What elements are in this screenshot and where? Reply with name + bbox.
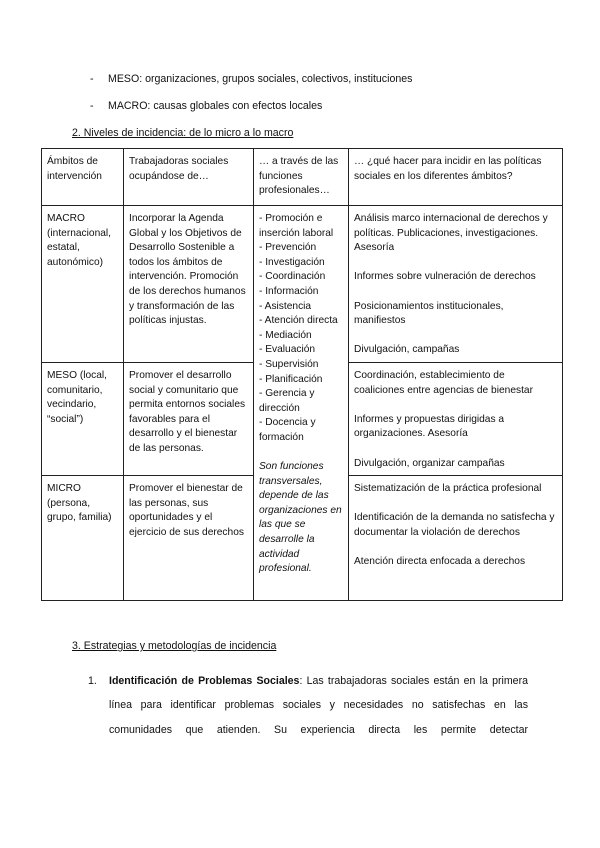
list-item-body <box>109 669 528 742</box>
accion-item: Informes y propuestas dirigidas a organizaciones. Asesoría <box>354 413 505 440</box>
cell-ambito-macro: MACRO (internacional, estatal, autonómico) <box>42 206 124 363</box>
funcion-item: - Información <box>259 285 319 297</box>
accion-item: Posicionamientos institucionales, manifiestos <box>354 300 504 327</box>
bullet-marker: - <box>90 100 94 112</box>
cell-ocupandose-macro: Incorporar la Agenda Global y los Objetivos de Desarrollo Sostenible a todos los ámbitos de intervención. Promoción de los derechos humanos y transformación de las políticas injustas. <box>124 206 254 363</box>
accion-item: Atención directa enfocada a derechos <box>354 556 526 568</box>
item-title: Identificación de Problemas Sociales <box>109 675 300 687</box>
funcion-item: - Promoción e inserción laboral <box>259 213 334 239</box>
table-row-macro <box>42 206 563 363</box>
funcion-item: - Docencia y formación <box>259 417 316 443</box>
accion-item: Análisis marco internacional de derechos y políticas. Publicaciones, investigaciones. Asesoría <box>354 213 548 254</box>
paragraph-line-1 <box>109 669 528 693</box>
header-ocupandose: Trabajadoras sociales ocupándose de… <box>124 149 254 206</box>
item-text: : Las trabajadoras sociales están en la primera <box>299 675 528 687</box>
accion-item: Coordinación, establecimiento de coaliciones entre agencias de bienestar <box>354 369 533 396</box>
accion-item: Sistematización de la práctica profesional <box>354 483 542 495</box>
accion-item: Divulgación, organizar campañas <box>354 457 505 469</box>
bullet-marker: - <box>90 73 94 85</box>
section-2-heading: 2. Niveles de incidencia: de lo micro a lo macro <box>72 127 294 139</box>
cell-ambito-micro: MICRO (persona, grupo, familia) <box>42 476 124 601</box>
cell-funciones <box>254 206 349 601</box>
header-funciones: … a través de las funciones profesionales… <box>254 149 349 206</box>
cell-ambito-meso: MESO (local, comunitario, vecindario, “social”) <box>42 362 124 475</box>
funcion-item: - Coordinación <box>259 271 326 283</box>
funcion-item: - Supervisión <box>259 358 319 370</box>
list-number: 1. <box>88 675 97 687</box>
bullet-macro <box>90 98 412 125</box>
cell-acciones-macro <box>349 206 563 363</box>
table-header-row <box>42 149 563 206</box>
accion-item: Divulgación, campañas <box>354 344 460 356</box>
header-ambitos: Ámbitos de intervención <box>42 149 124 206</box>
header-que-hacer: … ¿qué hacer para incidir en las políticas sociales en los diferentes ámbitos? <box>349 149 563 206</box>
funcion-item: - Gerencia y dirección <box>259 388 315 414</box>
bullet-text: MESO: organizaciones, grupos sociales, colectivos, instituciones <box>108 73 413 85</box>
cell-acciones-micro <box>349 476 563 601</box>
section-3-heading: 3. Estrategias y metodologías de incidencia <box>72 640 277 652</box>
cell-ocupandose-meso: Promover el desarrollo social y comunitario que permita entornos sociales favorables para el desarrollo y el bienestar de las personas. <box>124 362 254 475</box>
funcion-item: - Planificación <box>259 373 323 385</box>
bullet-text: MACRO: causas globales con efectos locales <box>108 100 323 112</box>
intro-bullet-list <box>90 71 412 125</box>
funcion-item: - Evaluación <box>259 344 316 356</box>
funcion-item: - Prevención <box>259 242 317 254</box>
funcion-item: - Atención directa <box>259 315 338 327</box>
numbered-list-item <box>88 669 528 742</box>
paragraph-line-3: comunidades que atienden. Su experiencia directa les permite detectar <box>109 723 528 736</box>
bullet-meso <box>90 71 412 98</box>
accion-item: Informes sobre vulneración de derechos <box>354 271 536 283</box>
paragraph-line-2: línea para identificar problemas sociales y necesidades no satisfechas en las <box>109 699 528 712</box>
funcion-item: - Investigación <box>259 256 325 268</box>
incidence-levels-table <box>41 148 563 601</box>
funciones-note: Son funciones transversales, depende de las organizaciones en las que se desarrolle la actividad profesional. <box>259 461 342 575</box>
cell-acciones-meso <box>349 362 563 475</box>
funcion-item: - Asistencia <box>259 300 312 312</box>
funcion-item: - Mediación <box>259 329 312 341</box>
cell-ocupandose-micro: Promover el bienestar de las personas, sus oportunidades y el ejercicio de sus derechos <box>124 476 254 601</box>
accion-item: Identificación de la demanda no satisfecha y documentar la violación de derechos <box>354 512 555 538</box>
